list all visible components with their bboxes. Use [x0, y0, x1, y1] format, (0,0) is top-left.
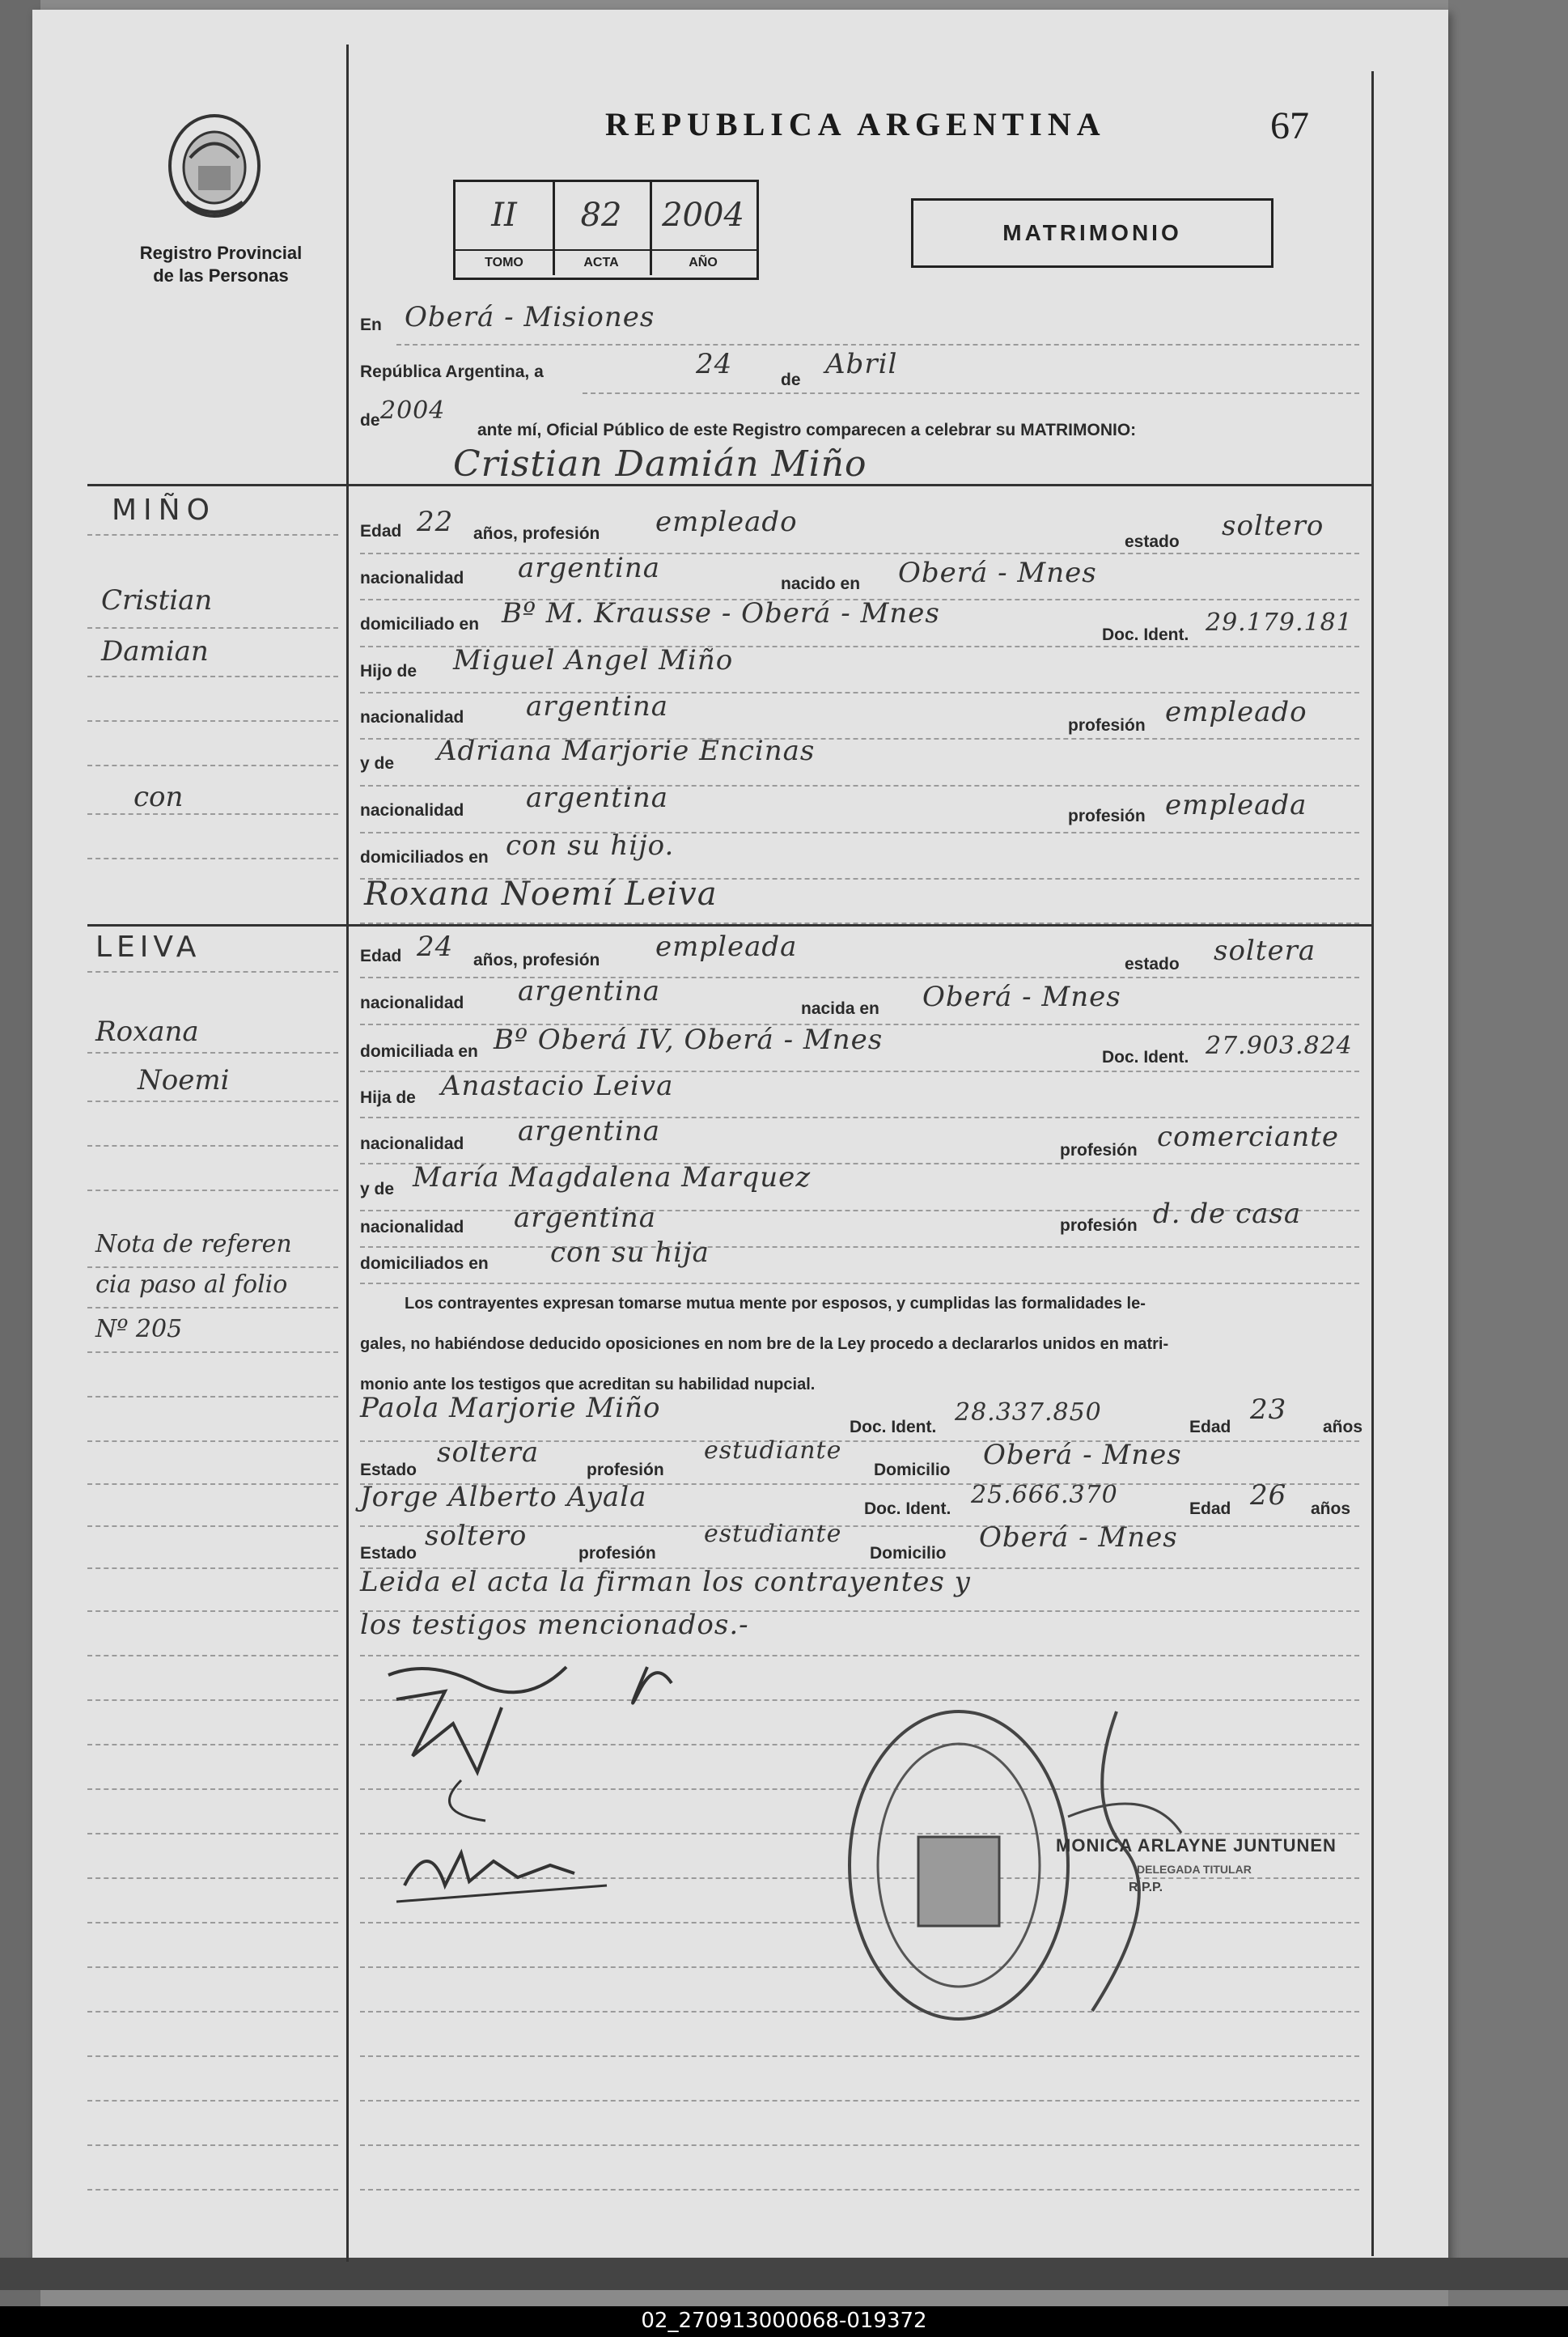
witness2-profession: estudiante	[704, 1520, 842, 1548]
groom-mother-nationality: argentina	[526, 782, 669, 814]
republic-label: República Argentina, a	[360, 363, 544, 381]
rule	[360, 553, 1359, 554]
officer-title: DELEGADA TITULAR	[1137, 1863, 1252, 1876]
margin-rule	[87, 627, 338, 629]
margin-note-line3: Nº 205	[95, 1315, 183, 1343]
groom-father-nationality: argentina	[526, 690, 669, 723]
margin-rule	[87, 1101, 338, 1102]
bride-margin-surname: LEIVA	[95, 931, 201, 964]
day: 24	[696, 348, 733, 380]
acta-label: ACTA	[553, 249, 650, 275]
groom-margin-surname: MIÑO	[112, 494, 216, 527]
margin-rule	[87, 1788, 338, 1790]
tomo-label: TOMO	[456, 249, 553, 275]
closing-line1: Leida el acta la firman los contrayentes y	[360, 1566, 971, 1598]
domicilio-label: domiciliado en	[360, 615, 480, 634]
margin-rule	[87, 765, 338, 766]
margin-rule	[87, 534, 338, 536]
rule	[360, 977, 1359, 978]
bride-mother-profesion-label: profesión	[1060, 1216, 1138, 1235]
province-emblem	[162, 109, 267, 223]
bride-father-profession: comerciante	[1157, 1121, 1339, 1153]
rule	[360, 2189, 1359, 2191]
profesion-label: profesión	[1068, 716, 1146, 735]
rule	[360, 2100, 1359, 2102]
margin-rule	[87, 1483, 338, 1485]
margin-rule	[87, 1655, 338, 1656]
margin-divider	[346, 45, 349, 2262]
tomo-cell	[456, 182, 555, 275]
groom-father-profession: empleado	[1165, 696, 1307, 728]
margin-rule	[87, 2055, 338, 2057]
hija-label: Hija de	[360, 1088, 416, 1107]
bride-anos-profesion-label: años, profesión	[473, 951, 600, 969]
witness1-profession: estudiante	[704, 1436, 842, 1465]
rule	[360, 1246, 1359, 1248]
year: 2004	[380, 397, 446, 425]
y-de-label: y de	[360, 754, 395, 773]
groom-margin-given2: Damian	[101, 635, 209, 668]
record-type-box: MATRIMONIO	[911, 198, 1273, 268]
margin-rule	[87, 1396, 338, 1398]
bride-mother-profession: d. de casa	[1153, 1198, 1302, 1230]
groom-birthplace: Oberá - Mnes	[898, 557, 1097, 589]
bride-mother-nationality: argentina	[514, 1202, 657, 1234]
margin-note-line1: Nota de referen	[95, 1230, 292, 1258]
witness2-doc-label: Doc. Ident.	[864, 1499, 951, 1518]
statement: ante mí, Oficial Público de este Registro comparecen a celebrar su MATRIMONIO:	[477, 421, 1137, 439]
declaration-line1: Los contrayentes expresan tomarse mutua mente por esposos, y cumplidas las formalidades le-	[405, 1295, 1146, 1313]
margin-rule	[87, 971, 338, 973]
father-nationality-label: nacionalidad	[360, 708, 464, 727]
margin-rule	[87, 1190, 338, 1191]
margin-rule	[87, 2100, 338, 2102]
rule	[583, 392, 1359, 394]
section-divider	[87, 924, 1374, 927]
witness2-domicilio-label: Domicilio	[870, 1544, 947, 1563]
groom-address: Bº M. Krausse - Oberá - Mnes	[502, 597, 940, 630]
margin-note-line2: cia paso al folio	[95, 1270, 288, 1299]
margin-rule	[87, 2144, 338, 2146]
bride-margin-given2: Noemi	[138, 1064, 230, 1096]
bride-full-name: Roxana Noemí Leiva	[364, 876, 718, 913]
margin-rule	[87, 1351, 338, 1353]
bride-edad-label: Edad	[360, 947, 402, 965]
margin-rule	[87, 1922, 338, 1923]
groom-mother: Adriana Marjorie Encinas	[437, 735, 816, 767]
right-border	[1371, 71, 1374, 2256]
anos-profesion-label: años, profesión	[473, 524, 600, 543]
rule	[396, 344, 1359, 346]
witness1-estado-label: Estado	[360, 1461, 417, 1479]
witness2-anos-label: años	[1311, 1499, 1351, 1518]
margin-rule	[87, 858, 338, 859]
bride-father-nationality-label: nacionalidad	[360, 1135, 464, 1153]
margin-rule	[87, 1877, 338, 1879]
rule	[360, 1283, 1359, 1284]
nacionalidad-label: nacionalidad	[360, 569, 464, 587]
groom-full-name: Cristian Damián Miño	[453, 443, 867, 485]
witness1-name: Paola Marjorie Miño	[360, 1392, 661, 1424]
margin-rule	[87, 1833, 338, 1834]
margin-rule	[87, 720, 338, 722]
rule	[360, 785, 1359, 787]
witness2-profesion-label: profesión	[578, 1544, 656, 1563]
bride-age: 24	[417, 931, 454, 963]
witness2-name: Jorge Alberto Ayala	[360, 1481, 647, 1513]
bride-father-nationality: argentina	[518, 1115, 661, 1147]
closing-line2: los testigos mencionados.-	[360, 1609, 749, 1641]
rule	[360, 692, 1359, 693]
registry-name-2: de las Personas	[153, 265, 289, 286]
connector-margin: con	[133, 781, 184, 813]
nacida-label: nacida en	[801, 999, 879, 1018]
bride-father: Anastacio Leiva	[441, 1070, 674, 1102]
year-prefix-label: de	[360, 411, 380, 430]
bride-profesion-label: profesión	[1060, 1141, 1138, 1160]
reference-table	[453, 180, 759, 280]
witness2-doc: 25.666.370	[971, 1481, 1118, 1509]
hijo-label: Hijo de	[360, 662, 417, 681]
file-id: 02_270913000068-019372	[641, 2309, 927, 2333]
witness1-status: soltera	[437, 1436, 540, 1469]
witness1-age: 23	[1250, 1393, 1287, 1426]
bride-doc: 27.903.824	[1206, 1032, 1353, 1060]
bride-domiciliados-label: domiciliados en	[360, 1254, 489, 1273]
groom-parents-address: con su hijo.	[506, 829, 675, 862]
doc-label: Doc. Ident.	[1102, 626, 1189, 644]
witness2-edad-label: Edad	[1189, 1499, 1231, 1518]
rule	[360, 2055, 1359, 2057]
margin-rule	[87, 2189, 338, 2191]
margin-rule	[87, 1966, 338, 1968]
margin-rule	[87, 1525, 338, 1527]
margin-rule	[87, 1052, 338, 1054]
ano-cell	[650, 182, 756, 275]
background-right	[1448, 0, 1568, 2337]
place: Oberá - Misiones	[405, 301, 655, 333]
bride-nationality: argentina	[518, 975, 661, 1007]
witness1-edad-label: Edad	[1189, 1418, 1231, 1436]
section-divider	[87, 484, 1374, 486]
witness1-doc-label: Doc. Ident.	[850, 1418, 937, 1436]
bride-birthplace: Oberá - Mnes	[922, 981, 1121, 1013]
ano-value: 2004	[662, 197, 744, 234]
acta-cell	[553, 182, 652, 275]
country-title: REPUBLICA ARGENTINA	[605, 106, 1106, 142]
witness2-estado-label: Estado	[360, 1544, 417, 1563]
officer-office: R.P.P.	[1129, 1881, 1163, 1894]
margin-rule	[87, 1307, 338, 1308]
nacido-label: nacido en	[781, 575, 861, 593]
margin-rule	[87, 1567, 338, 1569]
groom-margin-given1: Cristian	[101, 584, 213, 617]
declaration-line3: monio ante los testigos que acreditan su habilidad nupcial.	[360, 1376, 816, 1393]
officer-stamp	[1056, 1835, 1337, 1895]
margin-rule	[87, 2011, 338, 2013]
groom-father: Miguel Angel Miño	[453, 644, 734, 676]
margin-rule	[87, 813, 338, 815]
bride-parents-address: con su hija	[550, 1236, 710, 1269]
bride-mother: María Magdalena Marquez	[413, 1161, 812, 1194]
bride-civil-status: soltera	[1214, 935, 1316, 967]
witness2-domicile: Oberá - Mnes	[979, 1521, 1178, 1554]
registry-name: Registro Provincial	[139, 243, 303, 263]
acta-value: 82	[580, 197, 622, 234]
bride-estado-label: estado	[1125, 955, 1180, 973]
rule	[360, 2144, 1359, 2146]
bride-y-de-label: y de	[360, 1180, 395, 1198]
witness2-age: 26	[1250, 1479, 1287, 1512]
declaration-line2: gales, no habiéndose deducido oposiciones en nom bre de la Ley procedo a declararlos unidos en matri-	[360, 1335, 1169, 1353]
officer-name: MONICA ARLAYNE JUNTUNEN	[1056, 1835, 1337, 1856]
margin-rule	[87, 1440, 338, 1442]
bride-mother-nationality-label: nacionalidad	[360, 1218, 464, 1236]
groom-civil-status: soltero	[1222, 510, 1324, 542]
margin-rule	[87, 1610, 338, 1612]
witness1-doc: 28.337.850	[955, 1398, 1102, 1427]
margin-rule	[87, 1699, 338, 1701]
page-number: 67	[1270, 104, 1309, 147]
mother-nationality-label: nacionalidad	[360, 801, 464, 820]
page-shadow	[0, 2258, 1568, 2290]
witness1-profesion-label: profesión	[587, 1461, 664, 1479]
bride-profession: empleada	[655, 931, 798, 963]
margin-rule	[87, 1266, 338, 1268]
rule	[360, 1117, 1359, 1118]
witness2-status: soltero	[425, 1520, 528, 1552]
bride-nacionalidad-label: nacionalidad	[360, 994, 464, 1012]
estado-label: estado	[1125, 532, 1180, 551]
margin-rule	[87, 1145, 338, 1147]
ano-label: AÑO	[650, 249, 756, 275]
bride-margin-given1: Roxana	[95, 1016, 199, 1048]
edad-label: Edad	[360, 522, 402, 541]
witness1-domicile: Oberá - Mnes	[983, 1439, 1182, 1471]
domiciliados-label: domiciliados en	[360, 848, 489, 867]
signatures	[380, 1651, 688, 1918]
month: Abril	[825, 348, 898, 380]
margin-rule	[87, 676, 338, 677]
mother-profesion-label: profesión	[1068, 807, 1146, 825]
en-label: En	[360, 316, 382, 334]
groom-age: 22	[417, 506, 454, 538]
tomo-value: II	[491, 197, 517, 234]
bride-domicilio-label: domiciliada en	[360, 1042, 478, 1061]
groom-profession: empleado	[655, 506, 798, 538]
groom-nationality: argentina	[518, 552, 661, 584]
groom-mother-profession: empleada	[1165, 789, 1307, 821]
bride-doc-label: Doc. Ident.	[1102, 1048, 1189, 1067]
de-label: de	[781, 371, 801, 389]
bride-address: Bº Oberá IV, Oberá - Mnes	[494, 1024, 884, 1056]
witness1-domicilio-label: Domicilio	[874, 1461, 951, 1479]
margin-rule	[87, 1744, 338, 1745]
witness1-anos-label: años	[1323, 1418, 1363, 1436]
groom-doc: 29.179.181	[1206, 609, 1353, 637]
